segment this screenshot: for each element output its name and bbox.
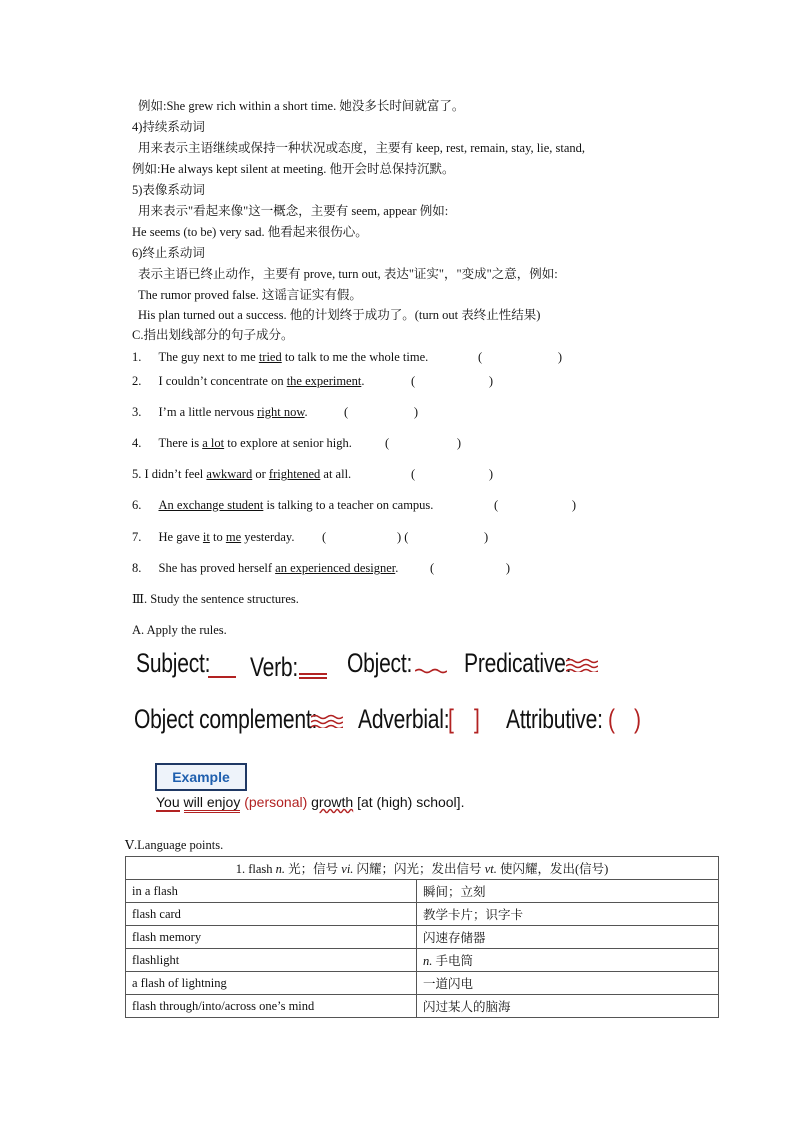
answer-blank-5[interactable]: ( )	[411, 467, 493, 481]
table-row	[126, 926, 719, 949]
answer-blank-4[interactable]: ( )	[385, 436, 461, 450]
section-c-title: C.指出划线部分的句子成分。	[132, 328, 294, 342]
exercise-item-2	[132, 373, 364, 389]
table-cell-english: flash memory	[126, 926, 417, 949]
header-text: 使闪耀，发出(信号)	[496, 862, 609, 876]
item-number: 5.	[132, 467, 142, 481]
item-text: He gave	[158, 530, 203, 544]
section-5-title: 5)表像系动词	[132, 183, 205, 197]
example-adverbial: [at (high) school]	[357, 794, 461, 810]
section-6-line-2: The rumor proved false. 这谣言证实有假。	[138, 288, 362, 302]
attributive-paren-open: (	[608, 704, 615, 734]
table-cell-chinese: 一道闪电	[417, 972, 719, 995]
exercise-item-5	[132, 466, 351, 482]
example-sentence	[156, 794, 464, 810]
section-3-title: Ⅲ. Study the sentence structures.	[132, 592, 299, 606]
item-text: to explore at senior high.	[224, 436, 352, 450]
object-complement-marker-icon	[311, 714, 343, 728]
attributive-paren-close: )	[634, 704, 641, 734]
section-5-line-2: He seems (to be) very sad. 他看起来很伤心。	[132, 225, 368, 239]
header-text: 闪耀；闪光；发出信号	[353, 862, 485, 876]
table-row	[126, 972, 719, 995]
table-cell-english: flash card	[126, 903, 417, 926]
table-cell-english: flashlight	[126, 949, 417, 972]
header-pos: n.	[275, 862, 285, 876]
item-text: to	[209, 530, 226, 544]
table-header-row	[126, 857, 719, 880]
example-object: growth	[311, 794, 354, 810]
underlined-part: frightened	[268, 467, 321, 481]
header-text: 1. flash	[235, 862, 276, 876]
meaning-text: 手电筒	[432, 954, 474, 968]
table-cell-english: in a flash	[126, 880, 417, 903]
example-subject: You	[156, 794, 180, 810]
underlined-part: awkward	[206, 467, 253, 481]
table-cell-chinese: 闪过某人的脑海	[417, 995, 719, 1018]
item-number: 3.	[132, 405, 142, 419]
section-3-subtitle: A. Apply the rules.	[132, 623, 227, 637]
answer-blank-7a[interactable]: (	[322, 530, 327, 544]
item-text: at all.	[320, 467, 352, 481]
rule-attributive-label: Attributive:	[506, 704, 603, 734]
item-text: .	[395, 561, 399, 575]
underlined-part: tried	[258, 350, 282, 364]
object-marker-icon	[415, 668, 447, 674]
underlined-part: right now	[257, 405, 305, 419]
sentence-element-rules-legend	[134, 648, 654, 748]
item-text: I’m a little nervous	[158, 405, 258, 419]
table-cell-chinese	[417, 949, 719, 972]
adverbial-bracket-close: ]	[474, 704, 480, 734]
item-number: 7.	[132, 530, 142, 544]
part-of-speech: n.	[423, 954, 433, 968]
item-text: or	[252, 467, 269, 481]
table-cell-english: a flash of lightning	[126, 972, 417, 995]
predicative-marker-icon	[566, 658, 598, 672]
item-text: to talk to me the whole time.	[281, 350, 429, 364]
underlined-part: a lot	[202, 436, 225, 450]
section-4-title: 4)持续系动词	[132, 120, 205, 134]
underlined-part: An exchange student	[158, 498, 264, 512]
item-number: 2.	[132, 374, 142, 388]
table-row	[126, 880, 719, 903]
rule-verb-label: Verb:	[250, 652, 299, 682]
item-text: There is	[158, 436, 203, 450]
item-text: I didn’t feel	[144, 467, 207, 481]
table-row	[126, 995, 719, 1018]
table-header	[126, 857, 719, 880]
item-text: .	[304, 405, 308, 419]
item-number: 8.	[132, 561, 142, 575]
answer-blank-8[interactable]: ( )	[430, 561, 510, 575]
example-attributive: (personal)	[244, 794, 308, 810]
table-cell-english: flash through/into/across one’s mind	[126, 995, 417, 1018]
rule-predicative-label: Predicative:	[464, 648, 572, 678]
rule-subject-label: Subject:	[136, 648, 211, 678]
exercise-item-8	[132, 560, 398, 576]
section-6-title: 6)终止系动词	[132, 246, 205, 260]
language-points-table	[125, 856, 719, 1018]
rule-object-label: Object:	[347, 648, 413, 678]
table-cell-chinese: 闪速存储器	[417, 926, 719, 949]
item-text: I couldn’t concentrate on	[158, 374, 287, 388]
example-label-box: Example	[155, 763, 247, 791]
exercise-item-1	[132, 349, 428, 365]
adverbial-bracket-open: [	[448, 704, 454, 734]
subject-marker-icon	[208, 674, 236, 680]
underlined-part: the experiment	[286, 374, 362, 388]
table-row	[126, 949, 719, 972]
header-pos: vt.	[484, 862, 497, 876]
section-4-line-2: 例如:He always kept silent at meeting. 他开会时总保持沉默。	[132, 162, 455, 176]
section-4-line-1: 用来表示主语继续或保持一种状况或态度，主要有 keep, rest, remain, stay, lie, stand,	[138, 141, 586, 155]
section-5-line-1: 用来表示"看起来像"这一概念，主要有 seem, appear 例如:	[138, 204, 449, 218]
section-6-line-3: His plan turned out a success. 他的计划终于成功了。(turn out 表终止性结果)	[138, 308, 541, 322]
table-cell-chinese: 瞬间；立刻	[417, 880, 719, 903]
item-text: yesterday.	[241, 530, 295, 544]
header-pos: vi.	[341, 862, 354, 876]
exercise-item-6	[132, 497, 433, 513]
item-text: is talking to a teacher on campus.	[263, 498, 434, 512]
answer-blank-2[interactable]: ( )	[411, 374, 493, 388]
item-text: .	[361, 374, 365, 388]
item-text: The guy next to me	[158, 350, 259, 364]
rule-adverbial-label: Adverbial:	[358, 704, 450, 734]
verb-marker-icon	[299, 672, 327, 680]
underlined-part: it	[202, 530, 210, 544]
exercise-item-7	[132, 529, 294, 545]
example-period: .	[460, 794, 465, 810]
answer-blank-1[interactable]: ( )	[478, 350, 562, 364]
exercise-item-4	[132, 435, 352, 451]
table-row	[126, 903, 719, 926]
table-cell-chinese: 教学卡片；识字卡	[417, 903, 719, 926]
item-number: 4.	[132, 436, 142, 450]
answer-blank-3[interactable]: ( )	[344, 405, 418, 419]
item-text: She has proved herself	[158, 561, 276, 575]
section-6-line-1: 表示主语已终止动作，主要有 prove, turn out, 表达"证实"，"变成"之意，例如:	[138, 267, 558, 281]
example-sentence-grew-rich: 例如:She grew rich within a short time. 她没多长时间就富了。	[138, 99, 465, 113]
exercise-item-3	[132, 404, 308, 420]
header-text: 光；信号	[285, 862, 342, 876]
underlined-part: me	[225, 530, 242, 544]
answer-blank-7b[interactable]: )	[484, 530, 489, 544]
item-number: 6.	[132, 498, 142, 512]
rule-object-complement-label: Object complement:	[134, 704, 318, 734]
item-number: 1.	[132, 350, 142, 364]
section-5-title: Ⅴ.Language points.	[125, 838, 224, 852]
example-verb: will enjoy	[184, 794, 241, 813]
answer-blank-7-separator[interactable]: ) (	[397, 530, 409, 544]
answer-blank-6[interactable]: ( )	[494, 498, 576, 512]
underlined-part: an experienced designer	[275, 561, 396, 575]
